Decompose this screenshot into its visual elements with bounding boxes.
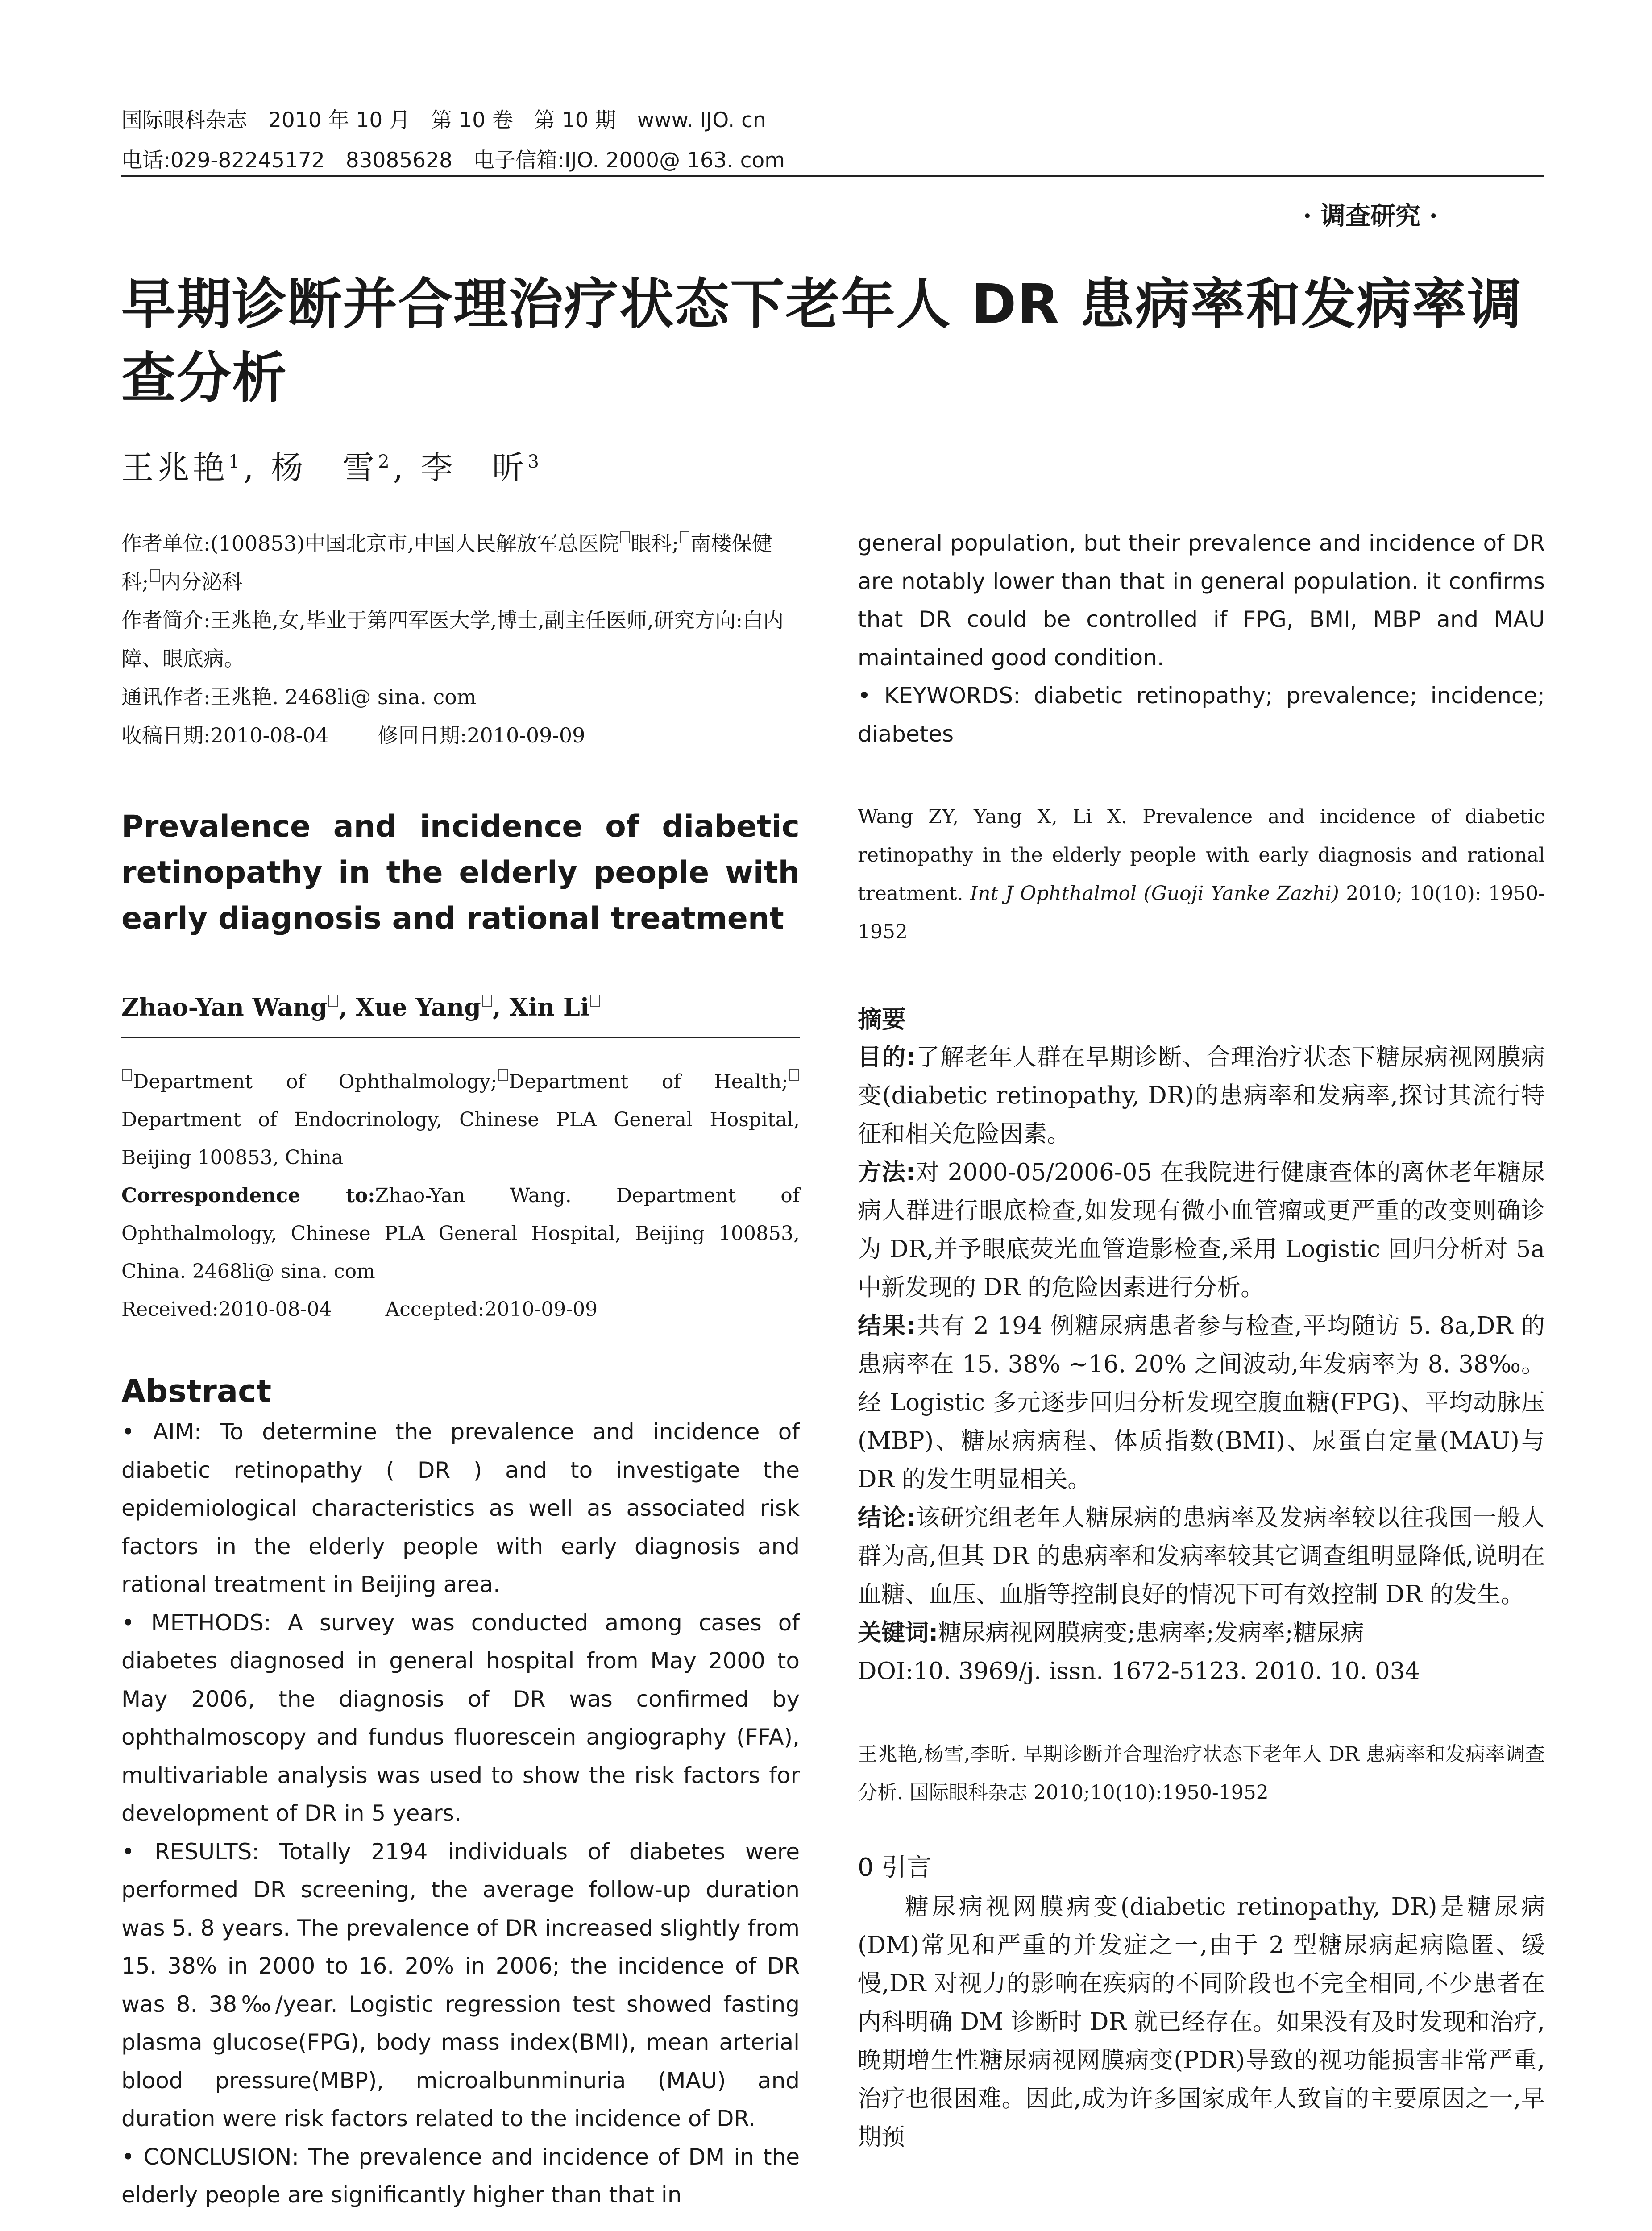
authors-en: Zhao-Yan Wang , Xue Yang , Xin Li — [121, 993, 800, 1021]
dates-cn: 收稿日期:2010-08-04 修回日期:2010-09-09 — [121, 723, 585, 747]
superscript-box-d3 — [789, 1069, 799, 1081]
right-column — [858, 524, 1545, 2156]
left-column — [121, 524, 800, 2214]
author-cn-1-sup: 1 — [228, 452, 244, 472]
dates-en: Received:2010-08-04 Accepted:2010-09-09 — [121, 1298, 598, 1321]
abstract-aim: • AIM: To determine the prevalence and incidence of diabetic retinopathy ( DR ) and to investigate the epidemiological characteristics as well as associated risk factors in the elderly people with early diagnosis and rational treatment in Beijing area. — [121, 1419, 800, 1597]
abstract-conclusion-cont: general population, but their prevalence and incidence of DR are notably lower than that in general population. it confirms that DR could be controlled if FPG, BMI, MBP and MAU maintained good condition. — [858, 530, 1545, 671]
section-tag: · 调查研究 · — [1303, 201, 1438, 231]
abstract-conclusion-start: • CONCLUSION: The prevalence and incidence of DM in the elderly people are significantly higher than that in — [121, 2144, 800, 2208]
author-unit: 作者单位:(100853)中国北京市,中国人民解放军总医院 眼科; 南楼保健科; 内分泌科 — [121, 531, 773, 594]
abstract-heading: Abstract — [121, 1373, 272, 1410]
author-cn-3-sup: 3 — [527, 452, 543, 472]
abstract-cn-keywords: 关键词:糖尿病视网膜病变;患病率;发病率;糖尿病 — [858, 1619, 1364, 1646]
corresponding-author-cn: 通讯作者:王兆艳. 2468li@ sina. com — [121, 685, 477, 709]
author-cn-3: 李 昕 — [420, 449, 528, 486]
journal-header-line2: 电话:029-82245172 83085628 电子信箱:IJO. 2000@ 163. com — [121, 148, 785, 173]
intro-heading: 0 引言 — [858, 1853, 932, 1882]
abstract-cn-conclusion: 结论:该研究组老年人糖尿病的患病率及发病率较以往我国一般人群为高,但其 DR 的患病率和发病率较其它调查组明显降低,说明在血糖、血压、血脂等控制良好的情况下可有效控制 DR 的发生。 — [858, 1504, 1545, 1608]
citation-en: Wang ZY, Yang X, Li X. Prevalence and incidence of diabetic retinopathy in the elderly people with early diagnosis and rational treatment. Int J Ophthalmol (Guoji Yanke Zazhi) 2010; 10(10): 1950-1952 — [858, 805, 1545, 943]
superscript-box-a2 — [482, 995, 492, 1007]
abstract-results: • RESULTS: Totally 2194 individuals of diabetes were performed DR screening, the average follow-up duration was 5. 8 years. The prevalence of DR increased slightly from 15. 38% in 2000 to 16. 20% in 2006; the incidence of DR was 8. 38‰/year. Logistic regression test showed fasting plasma glucose(FPG), body mass index(BMI), mean arterial blood pressure(MBP), microalbunminuria (MAU) and duration were risk factors related to the incidence of DR. — [121, 1838, 800, 2131]
citation-cn: 王兆艳,杨雪,李昕. 早期诊断并合理治疗状态下老年人 DR 患病率和发病率调查分析. 国际眼科杂志 2010;10(10):1950-1952 — [858, 1743, 1545, 1804]
author-cn-2-sup: 2 — [378, 452, 393, 472]
title-en: Prevalence and incidence of diabetic retinopathy in the elderly people with early diagnosis and rational treatment — [121, 809, 800, 936]
superscript-box-3 — [150, 569, 160, 582]
superscript-box-a3 — [590, 995, 600, 1007]
correspondence-en: Correspondence to:Zhao-Yan Wang. Department of Ophthalmology, Chinese PLA General Hospital, Beijing 100853, China. 2468li@ sina. com — [121, 1184, 800, 1283]
authors-cn: 王兆艳$^1$, 杨 雪$^2$, 李 昕$^3$ — [121, 449, 543, 486]
superscript-box-d2 — [498, 1069, 508, 1081]
author-cn-1: 王兆艳 — [121, 449, 229, 486]
header-rule — [121, 175, 1544, 177]
doi: DOI:10. 3969/j. issn. 1672-5123. 2010. 10. 034 — [858, 1658, 1420, 1685]
abstract-cn-heading: 摘要 — [858, 1005, 906, 1033]
journal-header-line1: 国际眼科杂志 2010 年 10 月 第 10 卷 第 10 期 www. IJO. cn — [121, 108, 766, 133]
authors-rule — [121, 1037, 800, 1038]
abstract-methods: • METHODS: A survey was conducted among cases of diabetes diagnosed in general hospital from May 2000 to May 2006, the diagnosis of DR was confirmed by ophthalmoscopy and fundus fluorescein angiography (FFA), multivariable analysis was used to show the risk factors for development of DR in 5 years. — [121, 1609, 800, 1826]
abstract-cn-aim: 目的:了解老年人群在早期诊断、合理治疗状态下糖尿病视网膜病变(diabetic retinopathy, DR)的患病率和发病率,探讨其流行特征和相关危险因素。 — [858, 1044, 1545, 1148]
abstract-cn-methods: 方法:对 2000-05/2006-05 在我院进行健康查体的离休老年糖尿病人群进行眼底检查,如发现有微小血管瘤或更严重的改变则确诊为 DR,并予眼底荧光血管造影检查,采用 Logistic 回归分析对 5a 中新发现的 DR 的危险因素进行分析。 — [858, 1159, 1545, 1301]
author-cn-2: 杨 雪 — [271, 449, 378, 486]
superscript-box-a1 — [328, 995, 338, 1007]
affiliation-en: Department of Ophthalmology; Department of Health;Department of Endocrinology, Chinese PLA General Hospital, Beijing 100853, China — [121, 1063, 800, 1177]
abstract-keywords: • KEYWORDS: diabetic retinopathy; prevalence; incidence; diabetes — [858, 683, 1545, 747]
superscript-box-d1 — [122, 1069, 132, 1081]
author-bio: 作者简介:王兆艳,女,毕业于第四军医大学,博士,副主任医师,研究方向:白内障、眼底病。 — [121, 608, 784, 671]
superscript-box-2 — [680, 531, 689, 543]
page-title-cn: 早期诊断并合理治疗状态下老年人 DR 患病率和发病率调查分析 — [121, 273, 1523, 410]
intro-paragraph: 糖尿病视网膜病变(diabetic retinopathy, DR)是糖尿病(DM)常见和严重的并发症之一,由于 2 型糖尿病起病隐匿、缓慢,DR 对视力的影响在疾病的不同阶段也不完全相同,不少患者在内科明确 DM 诊断时 DR 就已经存在。如果没有及时发现和治疗,晚期增生性糖尿病视网膜病变(PDR)导致的视功能损害非常严重,治疗也很困难。因此,成为许多国家成年人致盲的主要原因之一,早期预 — [858, 1893, 1545, 2151]
superscript-box-1 — [620, 531, 630, 543]
abstract-cn-results: 结果:共有 2 194 例糖尿病患者参与检查,平均随访 5. 8a,DR 的患病率在 15. 38% ~16. 20% 之间波动,年发病率为 8. 38‰。经 Logistic 多元逐步回归分析发现空腹血糖(FPG)、平均动脉压(MBP)、糖尿病病程、体质指数(BMI)、尿蛋白定量(MAU)与 DR 的发生明显相关。 — [858, 1312, 1545, 1493]
